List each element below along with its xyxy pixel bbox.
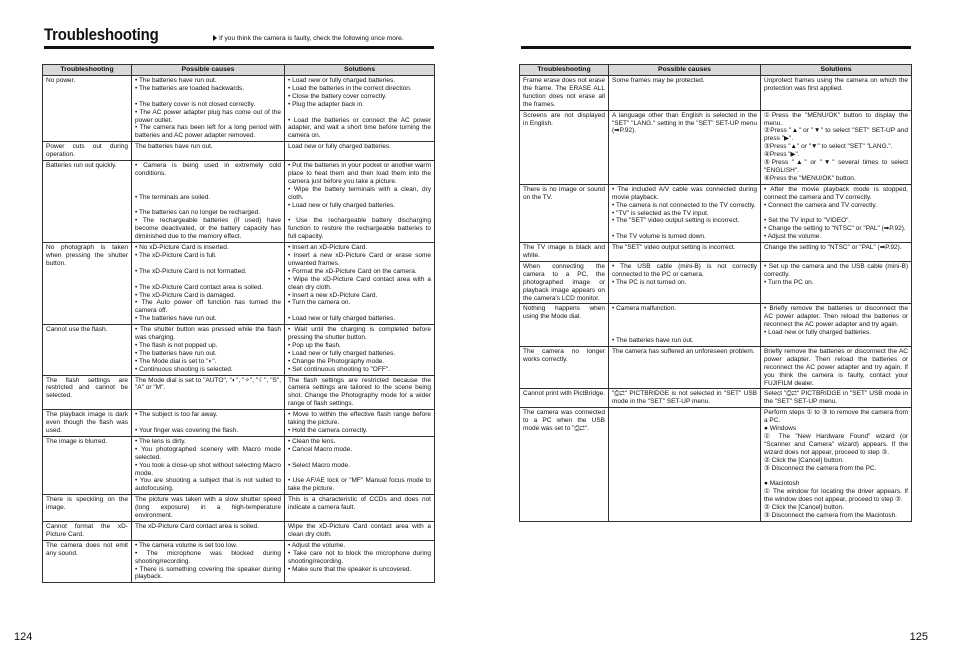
cause-line: • The USB cable (mini-B) is not correctly connected to the PC or camera. xyxy=(612,262,757,278)
solutions-cell xyxy=(761,261,912,304)
column-header-troubleshooting: Troubleshooting xyxy=(43,65,132,76)
cause-line: • The subject is too far away. xyxy=(135,411,218,419)
cause-line: • "TV" is selected as the TV input. xyxy=(612,209,709,217)
cause-line: • No xD-Picture Card is inserted. xyxy=(135,244,229,252)
solutions-cell xyxy=(285,410,435,437)
troubleshooting-table-left xyxy=(42,64,435,583)
solution-line: • Clean the lens. xyxy=(288,437,336,445)
cause-line: • Camera malfunction. xyxy=(612,305,677,313)
solution-line: • Load new or fully charged batteries. xyxy=(764,329,872,337)
solution-line: ● Macintosh xyxy=(764,480,800,488)
solution-line: • Insert a new xD-Picture Card. xyxy=(288,291,378,299)
table-row xyxy=(520,408,912,522)
column-header-troubleshooting: Troubleshooting xyxy=(520,65,609,76)
solutions-cell xyxy=(285,375,435,410)
problem-cell: The image is blurred. xyxy=(43,436,132,494)
solutions-cell xyxy=(285,142,435,161)
column-header-solutions: Solutions xyxy=(285,65,435,76)
table-row xyxy=(520,184,912,242)
table-row xyxy=(43,76,435,142)
causes-cell xyxy=(609,408,761,522)
solution-line: ① The window for locating the driver appears. If the window does not appear, proceed to step ③. xyxy=(764,488,908,504)
causes-cell xyxy=(132,161,285,243)
cause-line: • The batteries have run out. xyxy=(612,337,694,345)
cause-line: • You are shooting a subject that is not suited to autofocusing. xyxy=(135,477,281,493)
solution-line: • Take care not to block the microphone during shooting/recording. xyxy=(288,549,431,565)
solution-line: • Cancel Macro mode. xyxy=(288,445,353,453)
solution-line: Perform steps ① to ③ to remove the camera from a PC. xyxy=(764,409,908,425)
problem-cell: Screens are not displayed in English. xyxy=(520,110,609,184)
causes-cell xyxy=(609,243,761,262)
cause-line: A language other than English is selected in the "SET" "LANG." setting in the "SET" SET-UP menu (➡P.92). xyxy=(612,111,757,135)
page-number: 125 xyxy=(909,631,928,643)
solution-line: • Format the xD-Picture Card on the camera. xyxy=(288,267,417,275)
solution-line: • Plug the adapter back in. xyxy=(288,100,364,108)
cause-line: • The batteries have run out. xyxy=(135,77,217,84)
page-title: Troubleshooting xyxy=(44,25,159,44)
causes-cell xyxy=(132,76,285,142)
solution-line: Unprotect frames using the camera on which the protection was first applied. xyxy=(764,77,908,92)
causes-cell xyxy=(609,304,761,346)
table-row xyxy=(520,346,912,389)
solution-line: Load new or fully charged batteries. xyxy=(288,143,391,151)
solution-line: • Load new or fully charged batteries. xyxy=(288,349,396,357)
causes-cell xyxy=(132,540,285,583)
solution-line: • Move to within the effective flash range before taking the picture. xyxy=(288,411,431,427)
causes-cell xyxy=(132,410,285,437)
cause-line: • The xD-Picture Card is not formatted. xyxy=(135,267,247,275)
cause-line: • You photographed scenery with Macro mode selected. xyxy=(135,445,281,461)
solution-line: ①Press the "MENU/OK" button to display the menu. xyxy=(764,111,908,127)
spacer xyxy=(612,409,757,417)
solutions-cell xyxy=(761,304,912,346)
spacer xyxy=(612,225,757,233)
solutions-cell xyxy=(285,161,435,243)
cause-line: • The TV volume is turned down. xyxy=(612,233,706,241)
table-row xyxy=(43,243,435,325)
solutions-cell xyxy=(761,389,912,408)
header-rule xyxy=(44,46,434,49)
table-row xyxy=(43,325,435,375)
solution-line: Change the setting to "NTSC" or "PAL" (➡P.92). xyxy=(764,244,902,252)
cause-line: • The microphone was blocked during shooting/recording. xyxy=(135,549,281,565)
cause-line: • The battery cover is not closed correctly. xyxy=(135,100,256,108)
problem-cell: Frame erase does not erase the frame. The ERASE ALL function does not erase all the frames. xyxy=(520,76,609,111)
table-row xyxy=(520,304,912,346)
spacer xyxy=(764,210,908,218)
cause-line: • The flash is not popped up. xyxy=(135,341,218,349)
table-row xyxy=(43,161,435,243)
solution-line: This is a characteristic of CCDs and does not indicate a camera fault. xyxy=(288,496,431,512)
spacer xyxy=(135,260,281,268)
solution-line: • Adjust the volume. xyxy=(288,541,346,549)
solution-line: • Load new or fully charged batteries. xyxy=(288,77,396,84)
table-row xyxy=(43,436,435,494)
cause-line: • The xD-Picture Card is damaged. xyxy=(135,291,236,299)
solution-line: • Select Macro mode. xyxy=(288,461,350,469)
causes-cell xyxy=(609,346,761,389)
spacer xyxy=(288,454,431,462)
cause-line: • The rechargeable batteries (if used) have become deactivated, or the battery capacity has diminished due to the memory effect. xyxy=(135,217,281,241)
cause-line: • The terminals are soiled. xyxy=(135,193,211,201)
problem-cell: When connecting the camera to a PC, the photographed image or playback image appears on the camera's LCD monitor. xyxy=(520,261,609,304)
problem-cell: Nothing happens when using the Mode dial. xyxy=(520,304,609,346)
solution-line: ⑥Press the "MENU/OK" button. xyxy=(764,174,856,182)
spacer xyxy=(135,178,281,186)
solution-line: • Make sure that the speaker is uncovered. xyxy=(288,565,412,573)
solutions-cell xyxy=(285,76,435,142)
cause-line: • The camera has been left for a long period with batteries and AC power adapter removed. xyxy=(135,124,281,140)
solution-line: • Change the setting to "NTSC" or "PAL" (➡P.92). xyxy=(764,225,906,233)
cause-line: • The lens is dirty. xyxy=(135,437,186,445)
causes-cell xyxy=(132,521,285,540)
spacer xyxy=(612,329,757,337)
cause-line: • The shutter button was pressed while the flash was charging. xyxy=(135,326,281,342)
solution-line: • Insert an xD-Picture Card. xyxy=(288,244,368,252)
solutions-cell xyxy=(761,346,912,389)
cause-line: • The Auto power off function has turned the camera off. xyxy=(135,299,281,315)
spacer xyxy=(288,109,431,117)
cause-line: The Mode dial is set to "AUTO", "◐", "✧", "☾", "S", "A" or "M". xyxy=(135,376,281,392)
solution-line: ②Press "▲" or "▼" to select "SET" SET-UP and press "▶". xyxy=(764,127,908,143)
solution-line: • Change the Photography mode. xyxy=(288,357,385,365)
spacer xyxy=(135,419,281,427)
cause-line: • Your finger was covering the flash. xyxy=(135,427,239,434)
cause-line: • Camera is being used in extremely cold conditions. xyxy=(135,162,281,177)
page-number: 124 xyxy=(14,631,33,643)
arrow-right-icon xyxy=(213,35,217,41)
cause-line: The picture was taken with a slow shutter speed (long exposure) in a high-temperature environment. xyxy=(135,496,281,520)
table-row xyxy=(43,521,435,540)
cause-line: • The "SET" video output setting is incorrect. xyxy=(612,217,740,225)
solution-line: ③ Disconnect the camera from the Macintosh. xyxy=(764,512,897,520)
causes-cell xyxy=(132,375,285,410)
cause-line: • There is something covering the speaker during playback. xyxy=(135,565,281,581)
solution-line: Wipe the xD-Picture Card contact area with a clean dry cloth. xyxy=(288,522,431,538)
solution-line: ⑤Press "▲" or "▼" several times to select "ENGLISH". xyxy=(764,159,908,174)
solution-line: ② Click the [Cancel] button. xyxy=(764,456,844,464)
problem-cell: Batteries run out quickly. xyxy=(43,161,132,243)
solution-line: • Use AF/AE lock or "MF" Manual focus mode to take the picture. xyxy=(288,477,431,493)
spacer xyxy=(764,473,908,481)
column-header-causes: Possible causes xyxy=(132,65,285,76)
solutions-cell xyxy=(761,408,912,522)
causes-cell xyxy=(609,76,761,111)
problem-cell: The camera was connected to a PC when the USB mode was set to "⎙⇄". xyxy=(520,408,609,522)
solution-line: • Load the batteries or connect the AC power adapter, and wait a short time before turning the camera on. xyxy=(288,116,431,140)
solution-line: ① The "New Hardware Found" wizard (or "Scanner and Camera" wizard) appears. If the wizard does not appear, proceed to step ③. xyxy=(764,433,908,456)
solution-line: • Put the batteries in your pocket or another warm place to heat them and then load them into the camera just before you take a picture. xyxy=(288,162,431,185)
solution-line: • After the movie playback mode is stopped, connect the camera and TV correctly. xyxy=(764,185,908,201)
solution-line: • Wipe the battery terminals with a clean, dry cloth. xyxy=(288,185,431,201)
solution-line: ③Press "▲" or "▼" to select "SET" "LANG.". xyxy=(764,143,893,151)
problem-cell: No power. xyxy=(43,76,132,142)
cause-line: • The batteries have run out. xyxy=(135,349,217,357)
problem-cell: The flash settings are restricted and cannot be selected. xyxy=(43,375,132,410)
solution-line: • Insert a new xD-Picture Card or erase some unwanted frames. xyxy=(288,252,431,267)
causes-cell xyxy=(132,325,285,375)
spacer xyxy=(288,470,431,478)
problem-cell: Cannot format the xD-Picture Card. xyxy=(43,521,132,540)
causes-cell xyxy=(132,495,285,522)
table-row xyxy=(520,76,912,111)
problem-cell: There is no image or sound on the TV. xyxy=(520,184,609,242)
troubleshooting-table-right xyxy=(519,64,912,522)
cause-line: • The camera volume is set too low. xyxy=(135,541,238,549)
spacer xyxy=(135,202,281,210)
causes-cell xyxy=(609,261,761,304)
solution-line: ● Windows xyxy=(764,425,797,433)
solution-line: ③ Disconnect the camera from the PC. xyxy=(764,464,877,472)
table-row xyxy=(520,389,912,408)
cause-line: • The xD-Picture Card is full. xyxy=(135,252,217,259)
cause-line: • The included A/V cable was connected during movie playback. xyxy=(612,185,757,201)
solutions-cell xyxy=(761,184,912,242)
solution-line: • Load new or fully charged batteries. xyxy=(288,201,396,209)
solution-line: • Turn the camera on. xyxy=(288,299,351,307)
causes-cell xyxy=(132,243,285,325)
spacer xyxy=(612,313,757,321)
cause-line: • The xD-Picture Card contact area is soiled. xyxy=(135,283,263,291)
solution-line: • Load the batteries in the correct direction. xyxy=(288,84,412,92)
solutions-cell xyxy=(761,76,912,111)
solution-line: ② Click the [Cancel] button. xyxy=(764,504,844,512)
cause-line: Some frames may be protected. xyxy=(612,77,705,84)
causes-cell xyxy=(609,110,761,184)
causes-cell xyxy=(609,184,761,242)
table-row xyxy=(520,243,912,262)
spacer xyxy=(612,321,757,329)
cause-line: "⎙⇄" PICTBRIDGE is not selected in "SET" USB mode in the "SET" SET-UP menu. xyxy=(612,390,757,406)
cause-line: • The Mode dial is set to "◐". xyxy=(135,357,217,365)
table-row xyxy=(43,495,435,522)
cause-line: • The AC power adapter plug has come out of the power outlet. xyxy=(135,108,281,124)
spacer xyxy=(135,186,281,194)
solutions-cell xyxy=(761,243,912,262)
cause-line: • The batteries can no longer be recharged. xyxy=(135,209,261,217)
problem-cell: No photograph is taken when pressing the shutter button. xyxy=(43,243,132,325)
cause-line: • The PC is not turned on. xyxy=(612,278,687,286)
table-row xyxy=(520,261,912,304)
solution-line: • Use the rechargeable battery discharging function to restore the rechargeable batteries to full capacity. xyxy=(288,217,431,241)
solution-line: • Set continuous shooting to "OFF". xyxy=(288,365,390,373)
solutions-cell xyxy=(285,243,435,325)
solution-line: • Load new or fully charged batteries. xyxy=(288,315,396,323)
cause-line: The camera has suffered an unforeseen problem. xyxy=(612,347,755,355)
cause-line: • You took a close-up shot without selecting Macro mode. xyxy=(135,461,281,477)
problem-cell: Power cuts out during operation. xyxy=(43,142,132,161)
spacer xyxy=(288,307,431,315)
problem-cell: The camera no longer works correctly. xyxy=(520,346,609,389)
solutions-cell xyxy=(285,325,435,375)
table-row xyxy=(520,110,912,184)
solution-line: Select "⎙⇄" PICTBRIDGE in "SET" USB mode in the "SET" SET-UP menu. xyxy=(764,390,908,406)
solution-line: • Set the TV input to "VIDEO". xyxy=(764,217,851,225)
problem-cell: The camera does not emit any sound. xyxy=(43,540,132,583)
problem-cell: The TV image is black and white. xyxy=(520,243,609,262)
causes-cell xyxy=(132,436,285,494)
table-row xyxy=(43,540,435,583)
solutions-cell xyxy=(285,495,435,522)
causes-cell xyxy=(132,142,285,161)
header-rule xyxy=(521,46,911,49)
solution-line: • Turn the PC on. xyxy=(764,278,814,286)
solutions-cell xyxy=(285,436,435,494)
solution-line: • Briefly remove the batteries or disconnect the AC power adapter. Then reload the batteries or reconnect the AC power adapter and try again. xyxy=(764,305,908,329)
problem-cell: Cannot use the flash. xyxy=(43,325,132,375)
cause-line: • The camera is not connected to the TV correctly. xyxy=(612,201,756,209)
cause-line: • Continuous shooting is selected. xyxy=(135,365,233,373)
problem-cell: There is speckling on the image. xyxy=(43,495,132,522)
cause-line: The xD-Picture Card contact area is soiled. xyxy=(135,522,259,530)
spacer xyxy=(288,209,431,217)
solution-line: • Wait until the charging is completed before pressing the shutter button. xyxy=(288,326,431,342)
table-row xyxy=(43,142,435,161)
solution-line: • Connect the camera and TV correctly. xyxy=(764,201,877,209)
solution-line: The flash settings are restricted because the camera settings are tailored to the scene being shot. Change the Photography mode for a wider range of flash settings. xyxy=(288,376,431,408)
causes-cell xyxy=(609,389,761,408)
solution-line: • Pop up the flash. xyxy=(288,341,341,349)
cause-line: • The batteries have run out. xyxy=(135,315,217,323)
problem-cell: Cannot print with PictBridge. xyxy=(520,389,609,408)
solutions-cell xyxy=(285,521,435,540)
cause-line: The "SET" video output setting is incorrect. xyxy=(612,244,736,252)
solution-line: • Set up the camera and the USB cable (mini-B) correctly. xyxy=(764,262,908,278)
spacer xyxy=(135,93,281,101)
solutions-cell xyxy=(761,110,912,184)
table-row xyxy=(43,375,435,410)
solution-line: • Close the battery cover correctly. xyxy=(288,92,387,100)
solutions-cell xyxy=(285,540,435,583)
cause-line: The batteries have run out. xyxy=(135,143,213,151)
right-page xyxy=(477,0,954,667)
cause-line: • The batteries are loaded backwards. xyxy=(135,84,245,92)
header-note: If you think the camera is faulty, check the following once more. xyxy=(213,35,404,42)
spacer xyxy=(135,276,281,284)
solution-line: • Adjust the volume. xyxy=(764,233,822,241)
table-row xyxy=(43,410,435,437)
solution-line: ④Press "▶". xyxy=(764,151,800,159)
column-header-causes: Possible causes xyxy=(609,65,761,76)
solution-line: • Wipe the xD-Picture Card contact area with a clean dry cloth. xyxy=(288,275,431,291)
solution-line: Briefly remove the batteries or disconnect the AC power adapter. Then reload the batteries or reconnect the AC power adapter and try again. If you think the camera is faulty, contact your FUJIFILM dealer. xyxy=(764,347,908,387)
problem-cell: The playback image is dark even though the flash was used. xyxy=(43,410,132,437)
solution-line: • Hold the camera correctly. xyxy=(288,427,368,435)
column-header-solutions: Solutions xyxy=(761,65,912,76)
